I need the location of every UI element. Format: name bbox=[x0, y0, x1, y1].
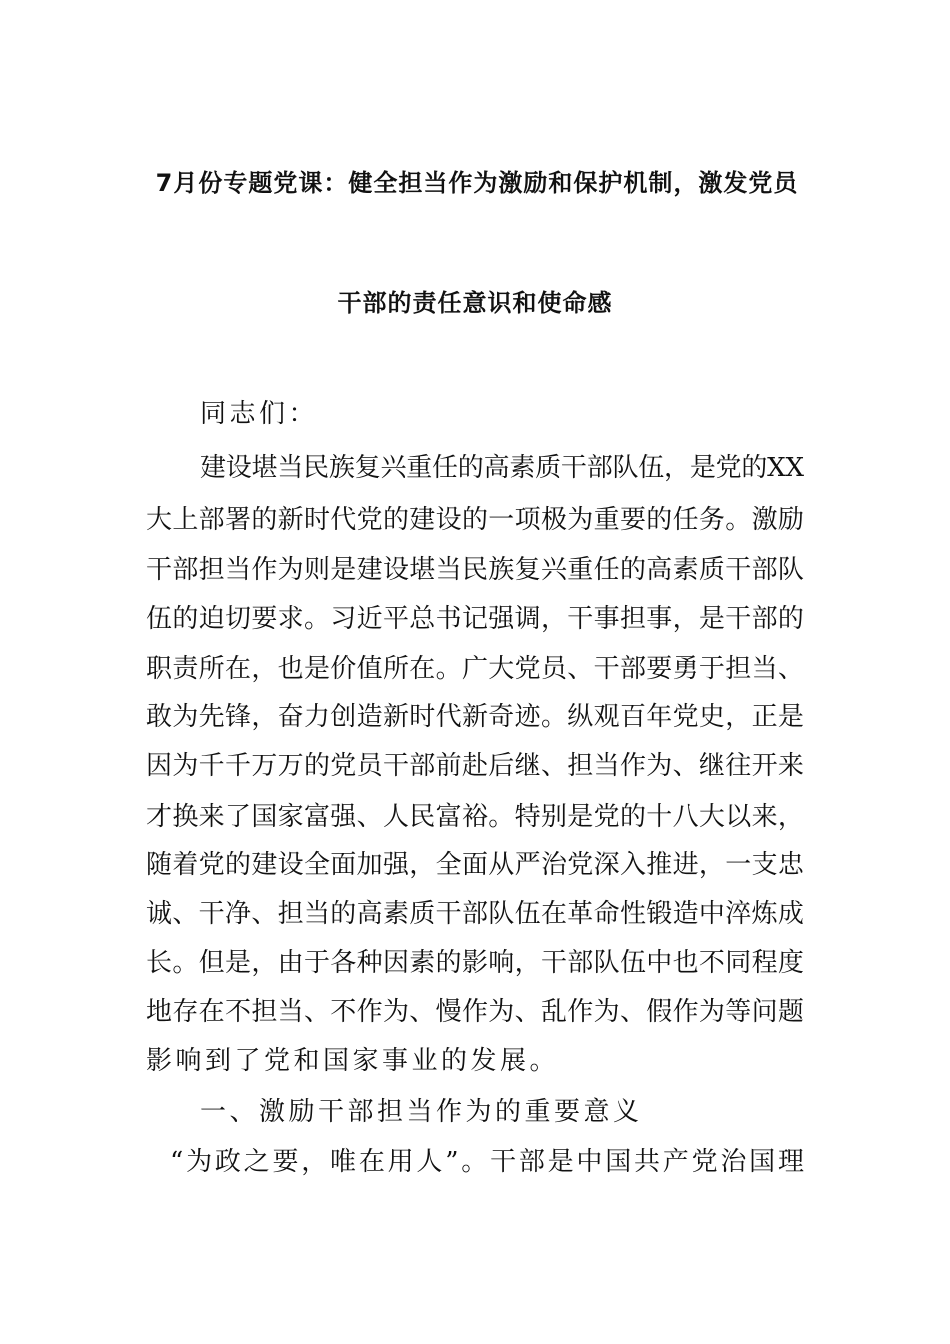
paragraph-1-line: 建设堪当民族复兴重任的高素质干部队伍，是党的XX bbox=[200, 453, 804, 483]
paragraph-1-line: 伍的迫切要求。习近平总书记强调，干事担事，是干部的 bbox=[146, 604, 805, 634]
paragraph-1-line: 干部担当作为则是建设堪当民族复兴重任的高素质干部队 bbox=[146, 555, 805, 585]
paragraph-1-line: 职责所在，也是价值所在。广大党员、干部要勇于担当、 bbox=[146, 654, 805, 684]
paragraph-1-line: 大上部署的新时代党的建设的一项极为重要的任务。激励 bbox=[146, 505, 805, 535]
paragraph-1-line: 随着党的建设全面加强，全面从严治党深入推进，一支忠 bbox=[146, 850, 805, 880]
document-title-line-1: 7月份专题党课：健全担当作为激励和保护机制，激发党员 bbox=[155, 169, 799, 197]
greeting: 同志们： bbox=[200, 399, 319, 429]
paragraph-1-line: 长。但是，由于各种因素的影响，干部队伍中也不同程度 bbox=[146, 948, 805, 978]
paragraph-1-line: 诚、干净、担当的高素质干部队伍在革命性锻造中淬炼成 bbox=[146, 899, 805, 929]
paragraph-2-line: “为政之要，唯在用人”。干部是中国共产党治国理 bbox=[170, 1147, 807, 1177]
paragraph-1-line: 因为千千万万的党员干部前赴后继、担当作为、继往开来 bbox=[146, 751, 805, 781]
paragraph-1-line: 地存在不担当、不作为、慢作为、乱作为、假作为等问题 bbox=[146, 997, 805, 1027]
paragraph-1-line: 才换来了国家富强、人民富裕。特别是党的十八大以来， bbox=[146, 802, 805, 832]
paragraph-1-line: 影响到了党和国家事业的发展。 bbox=[146, 1046, 560, 1076]
paragraph-1-line: 敢为先锋，奋力创造新时代新奇迹。纵观百年党史，正是 bbox=[146, 702, 805, 732]
section-heading: 一、激励干部担当作为的重要意义 bbox=[200, 1097, 643, 1127]
document-title-line-2: 干部的责任意识和使命感 bbox=[337, 289, 613, 317]
